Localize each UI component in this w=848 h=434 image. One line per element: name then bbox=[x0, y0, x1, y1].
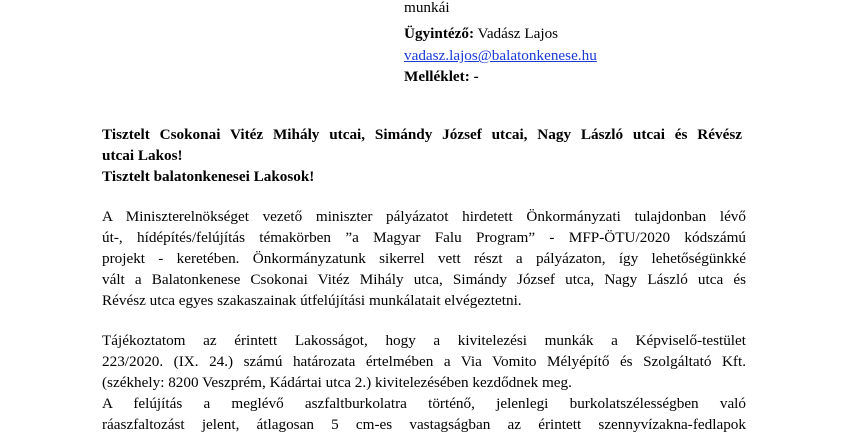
paragraph1-line: vált a Balatonkenese Csokonai Vitéz Mihály utca, Simándy József utca, Nagy László utca és bbox=[102, 271, 746, 288]
paragraph1-line: A Miniszterelnökséget vezető miniszter pályázatot hirdetett Önkormányzati tulajdonban lévő bbox=[102, 208, 746, 225]
paragraph2-line: 223/2020. (IX. 24.) számú határozata értelmében a Via Vomito Mélyépítő és Szolgáltató Kft. bbox=[102, 353, 746, 370]
email-link[interactable]: vadasz.lajos@balatonkenese.hu bbox=[404, 47, 597, 64]
header-topic-line bbox=[404, 2, 824, 16]
paragraph1-line: projekt - keretében. Önkormányzatunk sikerrel vett részt a pályázaton, így lehetőségünkké bbox=[102, 250, 746, 267]
paragraph1-line: út-, hídépítés/felújítás témakörben ”a Magyar Falu Program” - MFP-ÖTU/2020 kódszámú bbox=[102, 229, 746, 246]
paragraph3-line: ráaszfaltozást jelent, átlagosan 5 cm-es vastagságban az érintett szennyvízakna-fedlapok bbox=[102, 416, 746, 433]
attachment-value: - bbox=[469, 68, 479, 85]
attachment-line bbox=[404, 67, 479, 86]
greeting-line-1: Tisztelt Csokonai Vitéz Mihály utcai, Simándy József utcai, Nagy László utcai és Révész bbox=[102, 126, 742, 143]
administrator-label: Ügyintéző: bbox=[404, 25, 475, 42]
attachment-label: Melléklet: bbox=[404, 68, 470, 85]
paragraph2-line: Tájékoztatom az érintett Lakosságot, hogy a kivitelezési munkák a Képviselő-testület bbox=[102, 332, 746, 349]
header-topic-continuation: munkái bbox=[404, 0, 450, 16]
greeting-line-3: Tisztelt balatonkenesei Lakosok! bbox=[102, 168, 315, 185]
administrator-line bbox=[404, 24, 558, 43]
administrator-name: Vadász Lajos bbox=[474, 25, 559, 42]
paragraph2-line: (székhely: 8200 Veszprém, Kádártai utca 2.) kivitelezésében kezdődnek meg. bbox=[102, 374, 572, 391]
greeting-line-2: utcai Lakos! bbox=[102, 147, 183, 164]
paragraph1-line: Révész utca egyes szakaszainak útfelújítási munkálatait elvégeztetni. bbox=[102, 292, 522, 309]
email-line bbox=[404, 46, 597, 65]
paragraph3-line: A felújítás a meglévő aszfaltburkolatra történő, jelenlegi burkolatszélességben való bbox=[102, 395, 746, 412]
